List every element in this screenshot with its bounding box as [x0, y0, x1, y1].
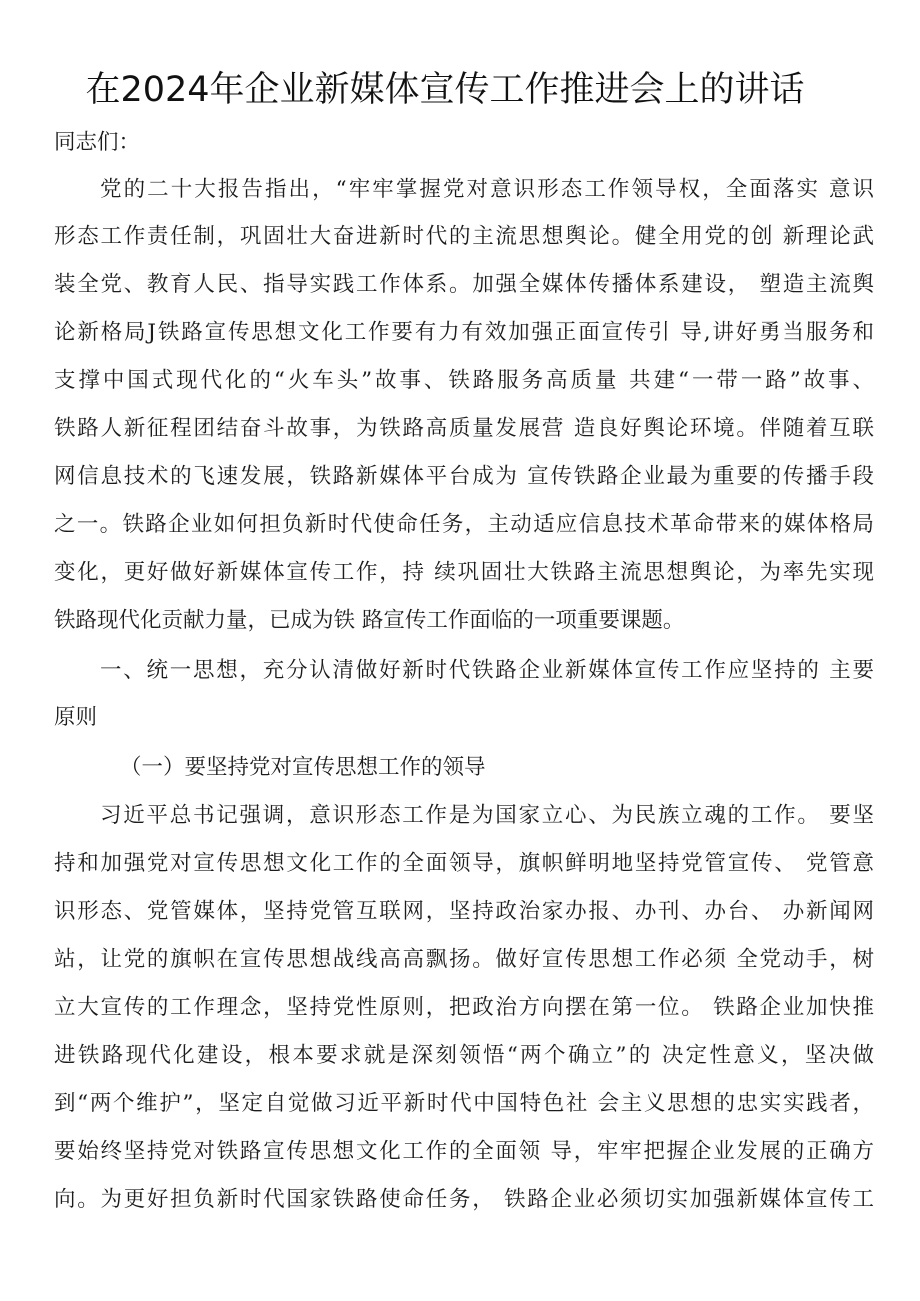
section-heading-line: 一、统一思想，充分认清做好新时代铁路企业新媒体宣传工作应坚持的 主要 — [100, 658, 874, 683]
paragraph-line: 立大宣传的工作理念，坚持党性原则，把政治方向摆在第一位。 铁路企业加快推 — [54, 995, 874, 1020]
paragraph-line: 铁路人新征程团结奋斗故事，为铁路高质量发展营 造良好舆论环境。伴随着互联 — [54, 416, 874, 441]
paragraph-line: 网信息技术的飞速发展，铁路新媒体平台成为 宣传铁路企业最为重要的传播手段 — [54, 464, 874, 489]
paragraph-line: 进铁路现代化建设，根本要求就是深刻领悟“两个确立”的 决定性意义，坚决做 — [54, 1043, 874, 1068]
section-heading-line: 原则 — [54, 705, 98, 730]
paragraph-line: 到“两个维护”，坚定自觉做习近平新时代中国特色社 会主义思想的忠实实践者， — [54, 1091, 874, 1116]
paragraph-line: 站，让党的旗帜在宣传思想战线高高飘扬。做好宣传思想工作必须 全党动手，树 — [54, 947, 874, 972]
paragraph-line: 变化，更好做好新媒体宣传工作，持 续巩固壮大铁路主流思想舆论，为率先实现 — [54, 560, 874, 585]
paragraph-line: 之一。铁路企业如何担负新时代使命任务，主动适应信息技术革命带来的媒体格局 — [54, 512, 874, 537]
paragraph-line: 习近平总书记强调，意识形态工作是为国家立心、为民族立魂的工作。 要坚 — [100, 803, 874, 828]
document-title: 在2024年企业新媒体宣传工作推进会上的讲话 — [85, 70, 805, 110]
paragraph-line: 向。为更好担负新时代国家铁路使命任务， 铁路企业必须切实加强新媒体宣传工 — [54, 1187, 874, 1212]
paragraph-line: 铁路现代化贡献力量，已成为铁 路宣传工作面临的一项重要课题。 — [54, 608, 685, 633]
paragraph-line: 要始终坚持党对铁路宣传思想文化工作的全面领 导，牢牢把握企业发展的正确方 — [54, 1139, 874, 1164]
paragraph-line: 形态工作责任制，巩固壮大奋进新时代的主流思想舆论。健全用党的创 新理论武 — [54, 224, 874, 249]
paragraph-line: 党的二十大报告指出，“牢牢掌握党对意识形态工作领导权，全面落实 意识 — [100, 177, 874, 202]
paragraph-line: 装全党、教育人民、指导实践工作体系。加强全媒体传播体系建设， 塑造主流舆 — [54, 272, 874, 297]
paragraph-line: 论新格局J铁路宣传思想文化工作要有力有效加强正面宣传引 导,讲好勇当服务和 — [54, 320, 874, 345]
subsection-heading: （一）要坚持党对宣传思想工作的领导 — [120, 755, 486, 780]
paragraph-line: 持和加强党对宣传思想文化工作的全面领导，旗帜鲜明地坚持党管宣传、 党管意 — [54, 851, 874, 876]
paragraph-line: 识形态、党管媒体，坚持党管互联网，坚持政治家办报、办刊、办台、 办新闻网 — [54, 899, 874, 924]
paragraph-line: 支撑中国式现代化的“火车头”故事、铁路服务高质量 共建“一带一路”故事、 — [54, 368, 874, 393]
salutation: 同志们： — [54, 130, 141, 155]
